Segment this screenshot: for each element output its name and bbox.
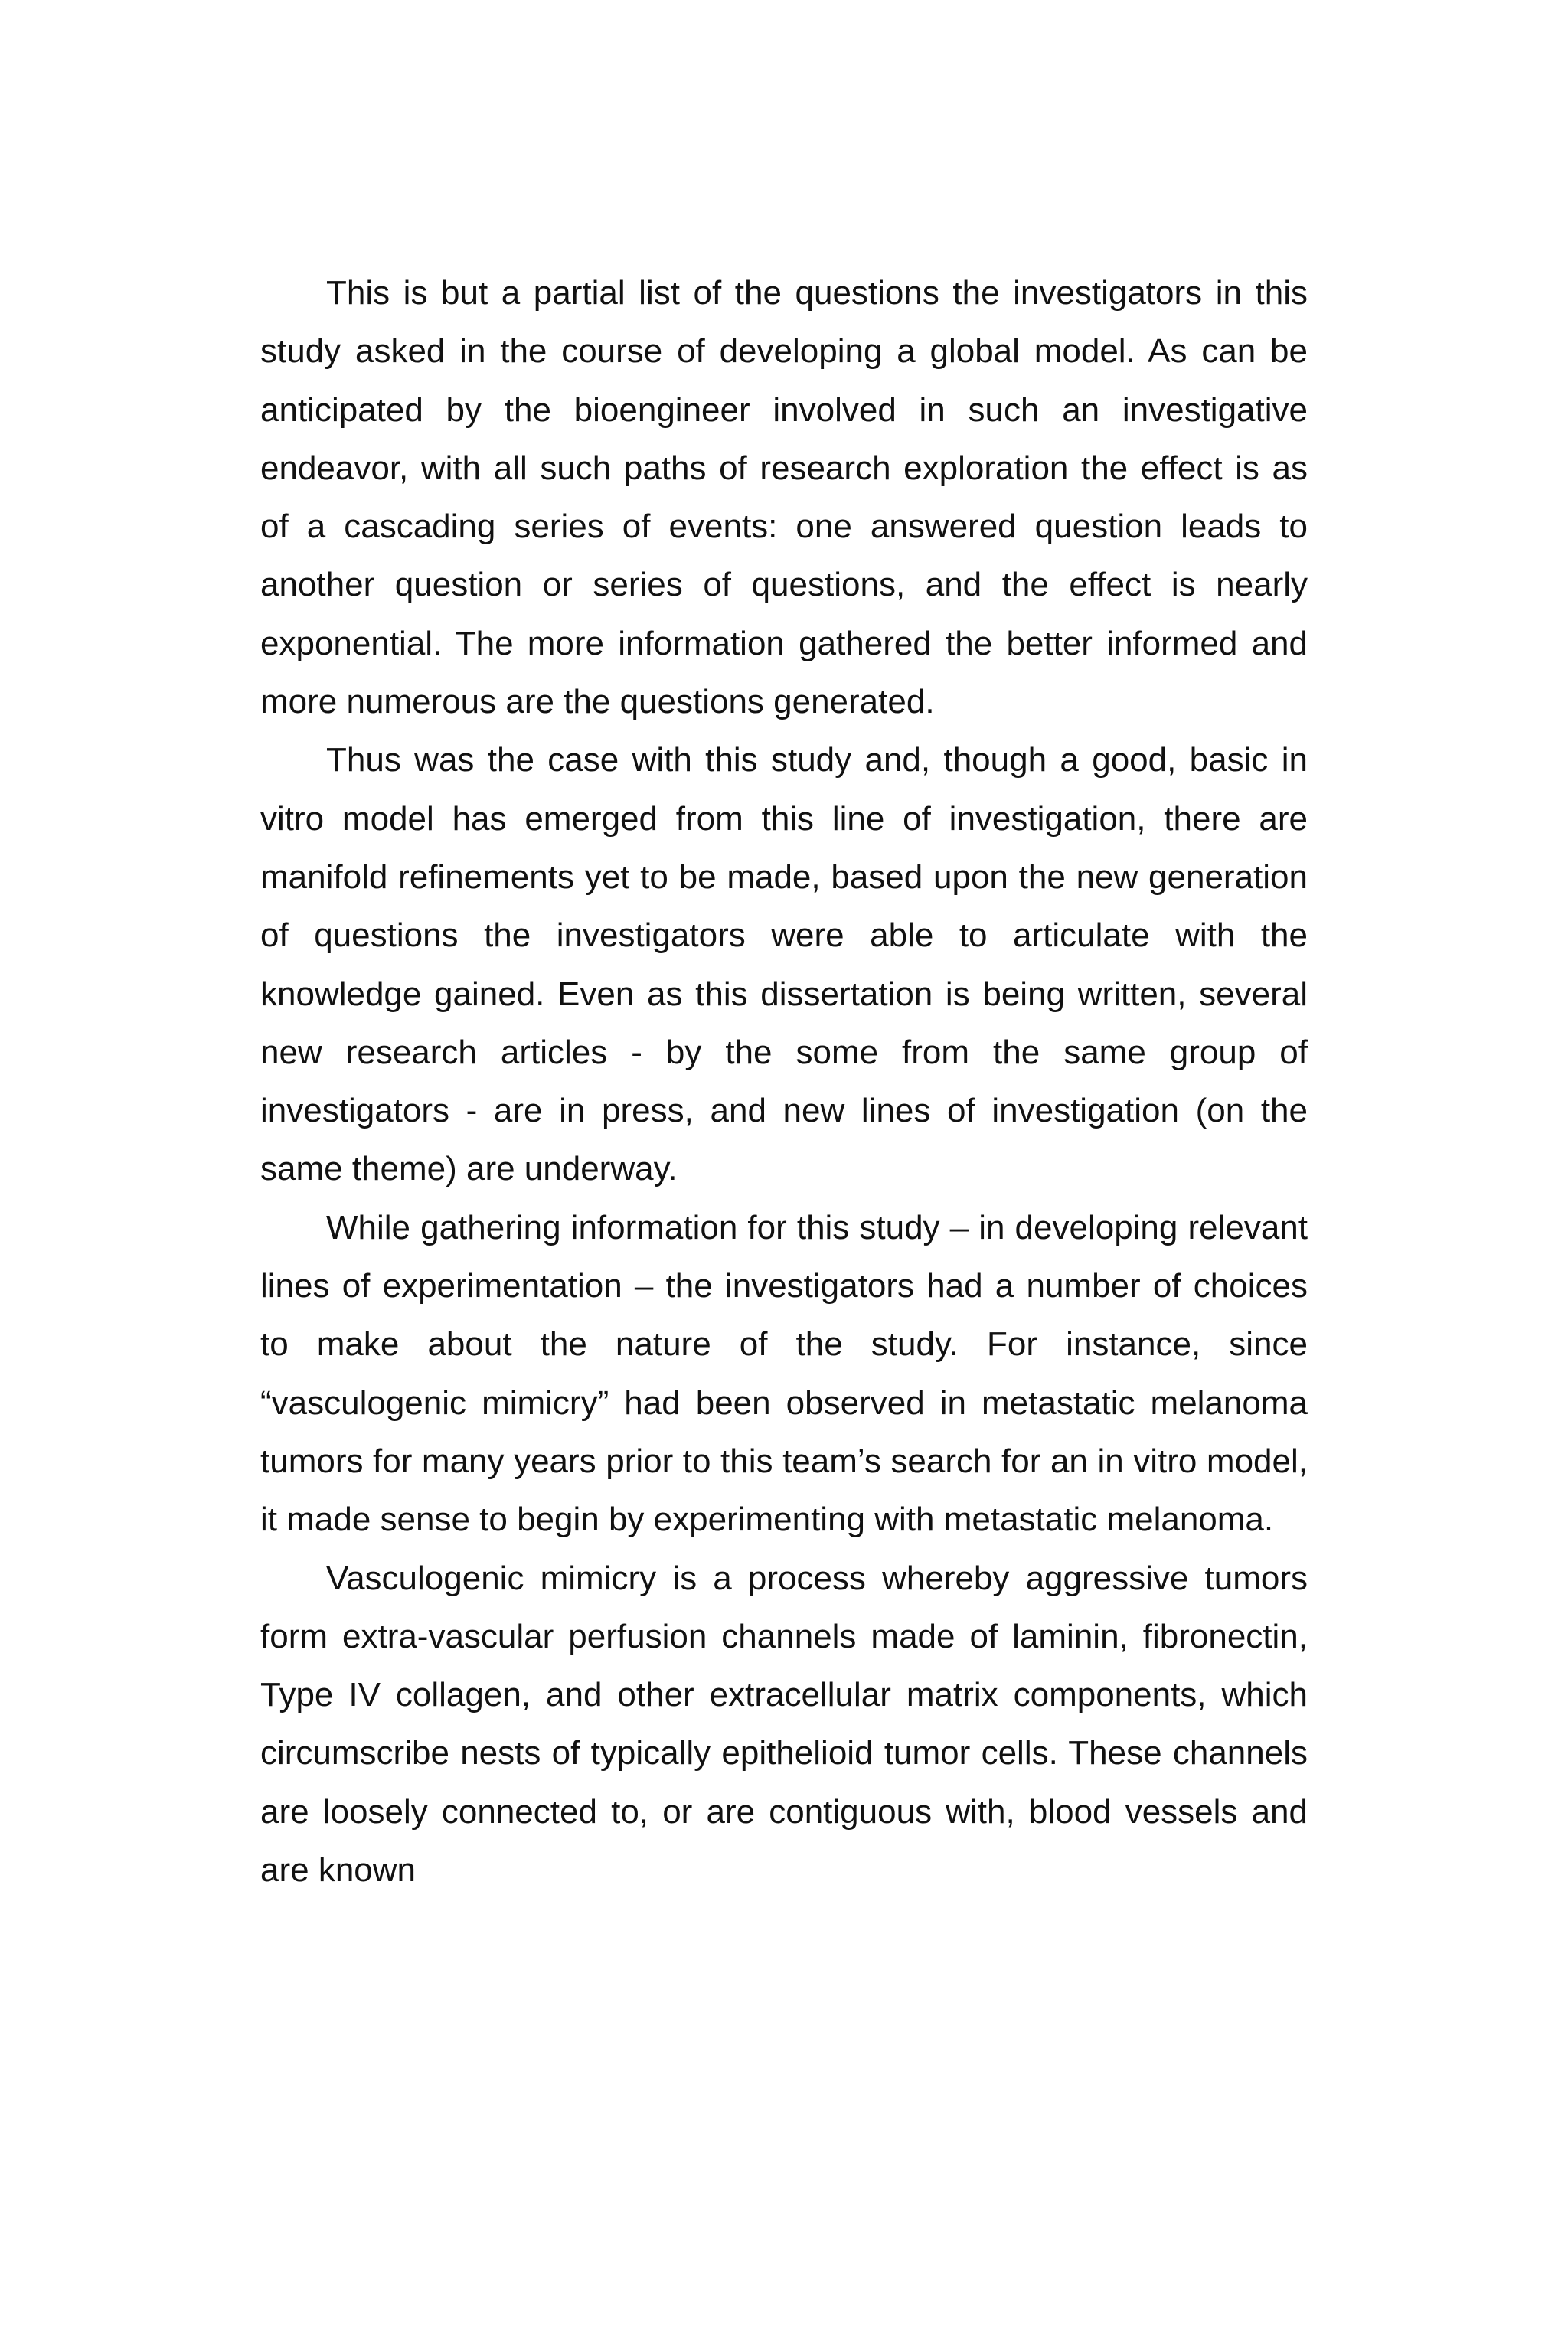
paragraph-1: This is but a partial list of the questions the investigators in this study asked in the course of developing a global model. As can be anticipated by the bioengineer involved in such an investigative endeavor, with all such paths of research exploration the effect is as of a cascading series of events: one answered question leads to another question or series of questions, and the effect is nearly exponential. The more information gathered the better informed and more numerous are the questions generated. xyxy=(260,274,1308,721)
paragraph-4: Vasculogenic mimicry is a process whereby aggressive tumors form extra-vascular perfusion channels made of laminin, fibronectin, Type IV collagen, and other extracellular matrix components, which circumscribe nests of typically epithelioid tumor cells. These channels are loosely connected to, or are contiguous with, blood vessels and are known xyxy=(260,1559,1308,1890)
body-text xyxy=(260,264,1308,1900)
paragraph-3: While gathering information for this study – in developing relevant lines of experimentation – the investigators had a number of choices to make about the nature of the study. For instance, since “vasculogenic mimicry” had been observed in metastatic melanoma tumors for many years prior to this team’s search for an in vitro model, it made sense to begin by experimenting with metastatic melanoma. xyxy=(260,1208,1308,1539)
paragraph-2: Thus was the case with this study and, though a good, basic in vitro model has emerged from this line of investigation, there are manifold refinements yet to be made, based upon the new generation of questions the investigators were able to articulate with the knowledge gained. Even as this dissertation is being written, several new research articles - by the some from the same group of investigators - are in press, and new lines of investigation (on the same theme) are underway. xyxy=(260,741,1308,1188)
